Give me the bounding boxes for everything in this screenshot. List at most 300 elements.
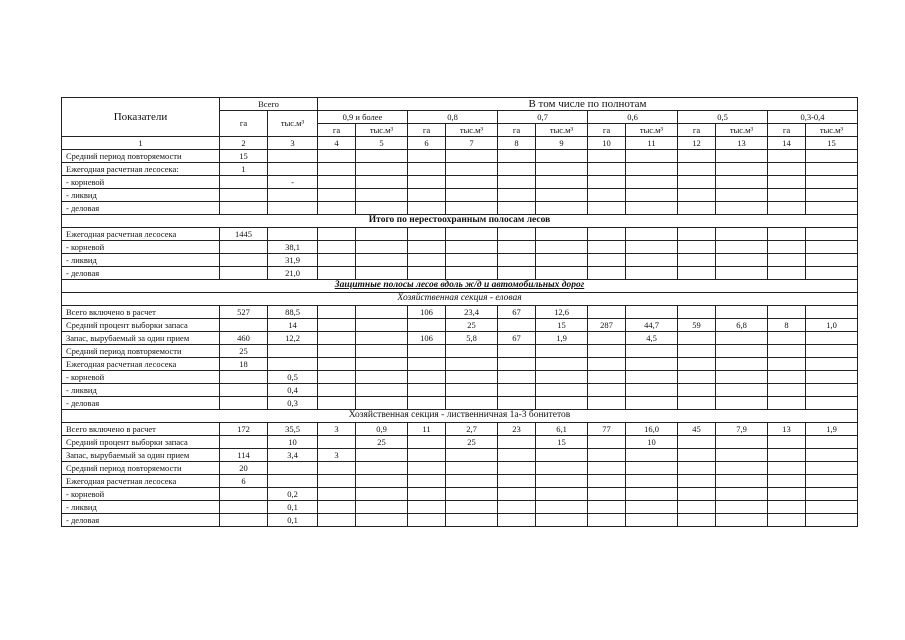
- table-cell: [588, 228, 626, 241]
- table-cell: 12,6: [536, 306, 588, 319]
- table-cell: [678, 397, 716, 410]
- table-cell: [498, 267, 536, 280]
- table-cell: [716, 462, 768, 475]
- row-label: - ликвид: [62, 254, 220, 267]
- table-cell: [318, 319, 356, 332]
- table-cell: [408, 202, 446, 215]
- table-row: [62, 423, 858, 436]
- table-cell: -: [268, 176, 318, 189]
- table-cell: [716, 501, 768, 514]
- table-cell: [678, 254, 716, 267]
- header-density-4-ha: га: [588, 124, 626, 137]
- table-cell: [768, 176, 806, 189]
- row-label: Ежегодная расчетная лесосека: [62, 475, 220, 488]
- table-cell: [806, 241, 858, 254]
- table-cell: [318, 150, 356, 163]
- table-cell: [806, 189, 858, 202]
- table-row: [62, 384, 858, 397]
- table-cell: 287: [588, 319, 626, 332]
- table-row: [62, 202, 858, 215]
- table-row: [62, 176, 858, 189]
- table-cell: [626, 475, 678, 488]
- table-cell: [536, 189, 588, 202]
- table-row: [62, 462, 858, 475]
- table-cell: [220, 501, 268, 514]
- header-density-2-ha: га: [408, 124, 446, 137]
- table-cell: 106: [408, 332, 446, 345]
- table-cell: [318, 254, 356, 267]
- table-cell: [446, 514, 498, 527]
- column-number: 10: [588, 137, 626, 150]
- table-cell: [268, 150, 318, 163]
- table-cell: [408, 267, 446, 280]
- header-density-5: 0,5: [678, 111, 768, 124]
- table-cell: [408, 163, 446, 176]
- table-cell: [678, 488, 716, 501]
- table-cell: [408, 228, 446, 241]
- table-cell: [716, 384, 768, 397]
- table-cell: [588, 345, 626, 358]
- table-cell: 460: [220, 332, 268, 345]
- table-cell: [356, 319, 408, 332]
- table-cell: 25: [446, 436, 498, 449]
- table-cell: [408, 345, 446, 358]
- table-cell: [446, 189, 498, 202]
- table-cell: [716, 163, 768, 176]
- table-cell: 1,9: [536, 332, 588, 345]
- row-label: - деловая: [62, 202, 220, 215]
- table-row: [62, 358, 858, 371]
- table-cell: [318, 267, 356, 280]
- table-cell: [678, 462, 716, 475]
- table-cell: [716, 436, 768, 449]
- table-cell: [356, 176, 408, 189]
- table-cell: [768, 475, 806, 488]
- table-cell: [678, 306, 716, 319]
- table-cell: 31,9: [268, 254, 318, 267]
- column-number: 12: [678, 137, 716, 150]
- table-cell: 6,1: [536, 423, 588, 436]
- header-total-volume: тыс.м³: [268, 111, 318, 137]
- table-cell: [318, 462, 356, 475]
- table-cell: 38,1: [268, 241, 318, 254]
- table-cell: [408, 241, 446, 254]
- table-cell: [536, 371, 588, 384]
- table-cell: 6: [220, 475, 268, 488]
- table-cell: [408, 397, 446, 410]
- table-cell: [356, 150, 408, 163]
- table-cell: [318, 163, 356, 176]
- table-cell: [678, 436, 716, 449]
- row-label: - корневой: [62, 241, 220, 254]
- table-cell: [536, 358, 588, 371]
- table-row: [62, 345, 858, 358]
- table-cell: [588, 397, 626, 410]
- table-cell: [408, 501, 446, 514]
- column-number: 9: [536, 137, 588, 150]
- table-cell: 12,2: [268, 332, 318, 345]
- table-cell: [498, 176, 536, 189]
- table-cell: [768, 332, 806, 345]
- table-cell: [446, 228, 498, 241]
- table-cell: 11: [408, 423, 446, 436]
- table-cell: 3: [318, 449, 356, 462]
- table-cell: [220, 254, 268, 267]
- table-row: [62, 228, 858, 241]
- table-cell: [318, 241, 356, 254]
- header-density-4-volume: тыс.м³: [626, 124, 678, 137]
- table-cell: [318, 189, 356, 202]
- column-number: 1: [62, 137, 220, 150]
- row-label: Средний период повторяемости: [62, 345, 220, 358]
- row-label: Всего включено в расчет: [62, 306, 220, 319]
- row-label: - деловая: [62, 397, 220, 410]
- table-cell: [318, 228, 356, 241]
- table-cell: [678, 163, 716, 176]
- section-subtitle-spruce: Хозяйственная секция - еловая: [62, 293, 858, 306]
- table-cell: [356, 345, 408, 358]
- table-cell: [268, 462, 318, 475]
- table-cell: [446, 397, 498, 410]
- table-cell: [806, 462, 858, 475]
- table-cell: 13: [768, 423, 806, 436]
- table-cell: [806, 488, 858, 501]
- table-cell: [626, 514, 678, 527]
- table-cell: [356, 397, 408, 410]
- table-cell: [318, 436, 356, 449]
- row-label: - деловая: [62, 267, 220, 280]
- table-cell: [268, 345, 318, 358]
- table-cell: [356, 241, 408, 254]
- table-cell: 67: [498, 332, 536, 345]
- table-cell: [626, 345, 678, 358]
- table-cell: [356, 449, 408, 462]
- section-title-protective: Защитные полосы лесов вдоль ж/д и автомобильных дорог: [62, 280, 858, 293]
- table-cell: [268, 163, 318, 176]
- table-cell: [768, 306, 806, 319]
- table-cell: [588, 306, 626, 319]
- table-cell: [678, 475, 716, 488]
- table-cell: [588, 176, 626, 189]
- table-cell: [318, 358, 356, 371]
- table-cell: [446, 176, 498, 189]
- table-cell: [356, 475, 408, 488]
- table-cell: [536, 475, 588, 488]
- table-cell: 0,9: [356, 423, 408, 436]
- table-cell: 25: [220, 345, 268, 358]
- table-cell: [408, 254, 446, 267]
- table-cell: [498, 163, 536, 176]
- table-cell: [446, 449, 498, 462]
- table-cell: [768, 150, 806, 163]
- table-cell: [806, 371, 858, 384]
- row-label: Всего включено в расчет: [62, 423, 220, 436]
- header-density-5-ha: га: [678, 124, 716, 137]
- table-cell: [498, 384, 536, 397]
- table-cell: [408, 475, 446, 488]
- table-cell: [220, 488, 268, 501]
- table-cell: 5,8: [446, 332, 498, 345]
- table-cell: [806, 449, 858, 462]
- table-cell: [678, 358, 716, 371]
- table-cell: [498, 436, 536, 449]
- table-cell: 16,0: [626, 423, 678, 436]
- table-cell: [716, 358, 768, 371]
- table-cell: [220, 189, 268, 202]
- table-cell: [268, 202, 318, 215]
- table-cell: [678, 501, 716, 514]
- table-cell: 25: [356, 436, 408, 449]
- table-cell: [498, 514, 536, 527]
- table-cell: [408, 514, 446, 527]
- table-cell: [588, 332, 626, 345]
- column-number: 4: [318, 137, 356, 150]
- table-cell: [588, 241, 626, 254]
- section-title-row: [62, 280, 858, 293]
- table-cell: [220, 319, 268, 332]
- table-cell: [408, 371, 446, 384]
- table-cell: [626, 371, 678, 384]
- row-label: Средний процент выборки запаса: [62, 436, 220, 449]
- table-cell: [806, 436, 858, 449]
- table-cell: [220, 397, 268, 410]
- header-including-by-density: В том числе по полнотам: [318, 98, 858, 111]
- row-label: Средний процент выборки запаса: [62, 319, 220, 332]
- table-cell: [318, 514, 356, 527]
- table-cell: [678, 228, 716, 241]
- row-label: Ежегодная расчетная лесосека: [62, 358, 220, 371]
- table-cell: [806, 202, 858, 215]
- header-density-1-ha: га: [318, 124, 356, 137]
- table-cell: 4,5: [626, 332, 678, 345]
- table-cell: [446, 254, 498, 267]
- row-label: Запас, вырубаемый за один прием: [62, 449, 220, 462]
- header-density-6: 0,3-0,4: [768, 111, 858, 124]
- table-cell: [408, 384, 446, 397]
- section-title-larch: Хозяйственная секция - лиственничная 1а-3 бонитетов: [62, 410, 858, 423]
- table-cell: [626, 306, 678, 319]
- table-cell: [536, 514, 588, 527]
- table-cell: [588, 384, 626, 397]
- row-label: - ликвид: [62, 189, 220, 202]
- row-label: Средний период повторяемости: [62, 462, 220, 475]
- table-cell: [536, 241, 588, 254]
- header-density-2-volume: тыс.м³: [446, 124, 498, 137]
- table-cell: 23,4: [446, 306, 498, 319]
- table-cell: 7,9: [716, 423, 768, 436]
- column-number: 8: [498, 137, 536, 150]
- table-cell: [498, 371, 536, 384]
- row-label: Ежегодная расчетная лесосека: [62, 228, 220, 241]
- column-number: 13: [716, 137, 768, 150]
- table-row: [62, 254, 858, 267]
- table-cell: [268, 228, 318, 241]
- table-row: [62, 449, 858, 462]
- table-cell: 8: [768, 319, 806, 332]
- table-cell: [626, 189, 678, 202]
- table-cell: [626, 202, 678, 215]
- table-cell: [446, 371, 498, 384]
- table-cell: [536, 176, 588, 189]
- table-cell: [806, 254, 858, 267]
- table-cell: 0,3: [268, 397, 318, 410]
- table-cell: [356, 371, 408, 384]
- table-cell: [536, 345, 588, 358]
- table-row: [62, 163, 858, 176]
- table-cell: [408, 150, 446, 163]
- table-cell: [446, 384, 498, 397]
- table-cell: [678, 514, 716, 527]
- table-cell: 45: [678, 423, 716, 436]
- header-density-1: 0,9 и более: [318, 111, 408, 124]
- table-cell: [588, 514, 626, 527]
- table-cell: [768, 384, 806, 397]
- table-cell: [678, 267, 716, 280]
- table-cell: [678, 241, 716, 254]
- table-cell: 15: [536, 319, 588, 332]
- table-cell: [716, 202, 768, 215]
- table-cell: [498, 189, 536, 202]
- header-total-ha: га: [220, 111, 268, 137]
- table-cell: [408, 319, 446, 332]
- table-cell: [318, 384, 356, 397]
- table-cell: [536, 202, 588, 215]
- table-cell: 172: [220, 423, 268, 436]
- table-cell: [356, 189, 408, 202]
- table-cell: [498, 462, 536, 475]
- table-cell: 527: [220, 306, 268, 319]
- table-row: [62, 150, 858, 163]
- table-cell: [446, 267, 498, 280]
- table-cell: [588, 150, 626, 163]
- table-cell: [588, 254, 626, 267]
- table-cell: [498, 319, 536, 332]
- table-cell: [498, 202, 536, 215]
- table-cell: 0,1: [268, 514, 318, 527]
- table-cell: 44,7: [626, 319, 678, 332]
- header-density-3-ha: га: [498, 124, 536, 137]
- table-cell: 3,4: [268, 449, 318, 462]
- table-cell: [498, 488, 536, 501]
- column-number: 14: [768, 137, 806, 150]
- table-cell: [626, 267, 678, 280]
- table-cell: [806, 267, 858, 280]
- table-cell: [536, 150, 588, 163]
- table-cell: [716, 306, 768, 319]
- table-cell: 21,0: [268, 267, 318, 280]
- table-row: [62, 306, 858, 319]
- table-cell: [318, 371, 356, 384]
- table-cell: [536, 462, 588, 475]
- row-label: Ежегодная расчетная лесосека:: [62, 163, 220, 176]
- table-row: [62, 475, 858, 488]
- table-row: [62, 267, 858, 280]
- table-cell: [626, 358, 678, 371]
- table-cell: [536, 163, 588, 176]
- table-cell: 106: [408, 306, 446, 319]
- table-cell: [588, 488, 626, 501]
- table-cell: [408, 488, 446, 501]
- table-cell: [768, 254, 806, 267]
- table-cell: [588, 501, 626, 514]
- table-cell: 59: [678, 319, 716, 332]
- row-label: - ликвид: [62, 384, 220, 397]
- row-label: - корневой: [62, 371, 220, 384]
- table-cell: [678, 384, 716, 397]
- table-cell: [806, 150, 858, 163]
- table-cell: [768, 228, 806, 241]
- table-cell: [408, 176, 446, 189]
- table-row: [62, 241, 858, 254]
- table-cell: [678, 449, 716, 462]
- table-cell: [536, 254, 588, 267]
- table-cell: [768, 462, 806, 475]
- table-cell: [768, 189, 806, 202]
- table-cell: [806, 306, 858, 319]
- table-cell: [220, 384, 268, 397]
- table-cell: [446, 358, 498, 371]
- forest-calculation-table: [61, 97, 858, 527]
- table-cell: [268, 189, 318, 202]
- table-cell: [318, 306, 356, 319]
- table-cell: [536, 384, 588, 397]
- column-number: 2: [220, 137, 268, 150]
- table-cell: [498, 397, 536, 410]
- table-cell: [588, 449, 626, 462]
- table-cell: [498, 228, 536, 241]
- table-cell: 0,5: [268, 371, 318, 384]
- column-number: 7: [446, 137, 498, 150]
- table-cell: [446, 488, 498, 501]
- table-cell: [768, 358, 806, 371]
- table-cell: [768, 202, 806, 215]
- section-title-spawning: Итого по нерестоохранным полосам лесов: [62, 215, 858, 228]
- table-cell: [498, 254, 536, 267]
- table-cell: [588, 267, 626, 280]
- table-cell: [318, 501, 356, 514]
- table-cell: [678, 371, 716, 384]
- table-cell: [626, 163, 678, 176]
- table-cell: [588, 202, 626, 215]
- table-cell: 1,0: [806, 319, 858, 332]
- table-cell: [356, 228, 408, 241]
- table-cell: [716, 397, 768, 410]
- row-label: - деловая: [62, 514, 220, 527]
- table-cell: [446, 202, 498, 215]
- table-cell: [678, 332, 716, 345]
- table-cell: [806, 228, 858, 241]
- table-cell: [626, 384, 678, 397]
- table-cell: [220, 267, 268, 280]
- table-cell: [768, 241, 806, 254]
- table-cell: [768, 488, 806, 501]
- table-cell: [498, 241, 536, 254]
- section-title-row: [62, 410, 858, 423]
- table-cell: [806, 501, 858, 514]
- table-cell: [220, 202, 268, 215]
- table-cell: [318, 397, 356, 410]
- table-cell: [446, 345, 498, 358]
- table-cell: 67: [498, 306, 536, 319]
- header-density-1-volume: тыс.м³: [356, 124, 408, 137]
- table-cell: [678, 189, 716, 202]
- table-cell: [356, 501, 408, 514]
- table-cell: [536, 397, 588, 410]
- table-cell: 1,9: [806, 423, 858, 436]
- table-cell: [536, 267, 588, 280]
- table-cell: [716, 150, 768, 163]
- table-row: [62, 436, 858, 449]
